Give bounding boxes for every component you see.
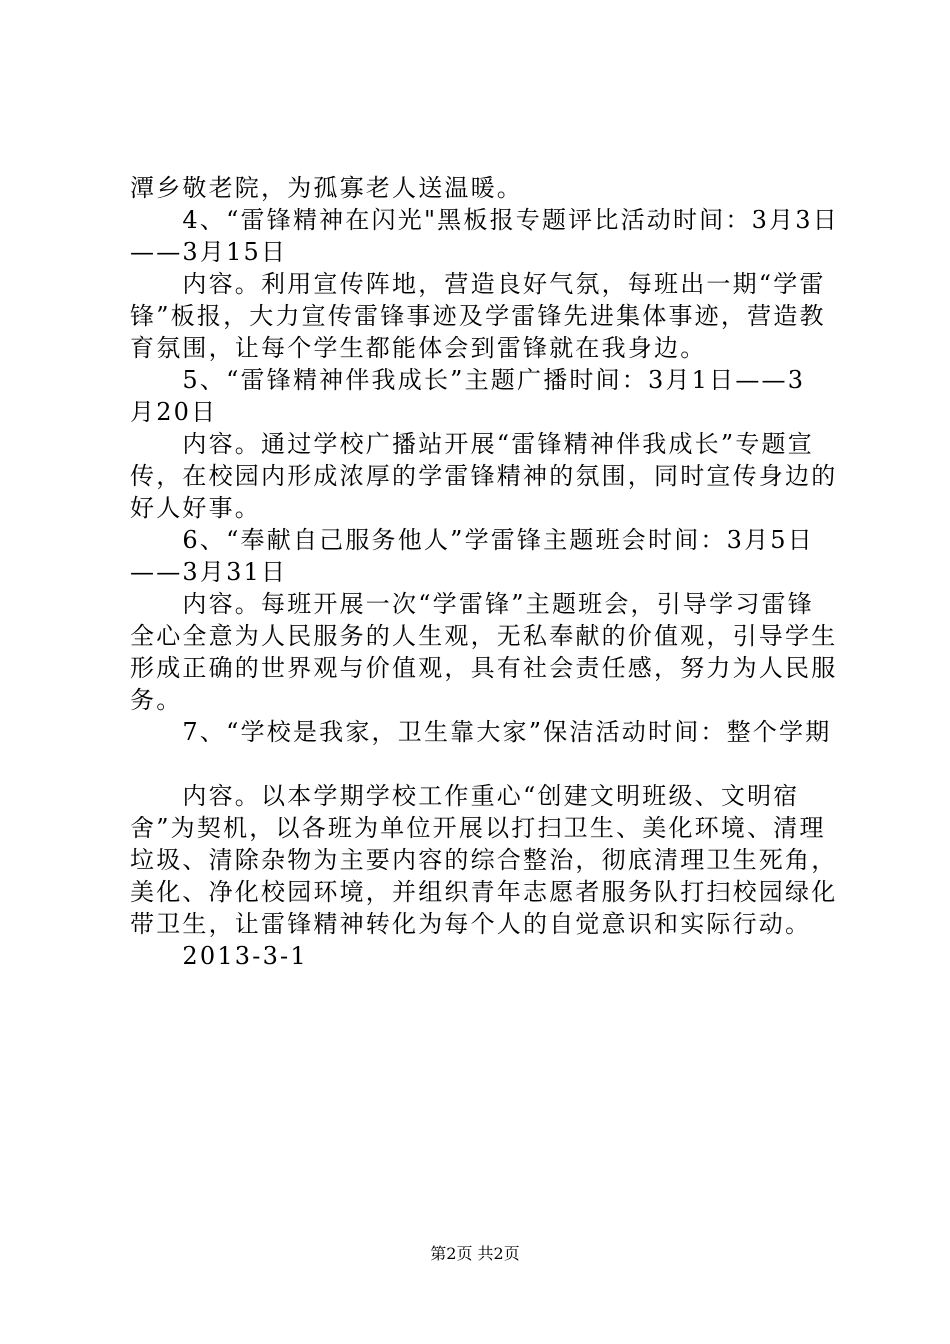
text-line: 月20日 <box>130 398 218 426</box>
text-line: 传，在校园内形成浓厚的学雷锋精神的氛围，同时宣传身边的 <box>130 462 838 490</box>
text-line: 务。 <box>130 686 183 714</box>
text-line: 6、“奉献自己服务他人”学雷锋主题班会时间：3月5日 <box>130 526 814 554</box>
text-line: 潭乡敬老院，为孤寡老人送温暖。 <box>130 174 523 202</box>
text-line: 形成正确的世界观与价值观，具有社会责任感，努力为人民服 <box>130 654 838 682</box>
text-line: 美化、净化校园环境，并组织青年志愿者服务队打扫校园绿化 <box>130 878 838 906</box>
text-line: 育氛围，让每个学生都能体会到雷锋就在我身边。 <box>130 334 707 362</box>
date-line: 2013-3-1 <box>130 942 308 970</box>
text-line: 全心全意为人民服务的人生观，无私奉献的价值观，引导学生 <box>130 622 838 650</box>
text-line: 舍”为契机，以各班为单位开展以打扫卫生、美化环境、清理 <box>130 814 826 842</box>
text-line: 4、“雷锋精神在闪光"黑板报专题评比活动时间：3月3日 <box>130 206 839 234</box>
text-line: 内容。以本学期学校工作重心“创建文明班级、文明宿 <box>130 782 800 810</box>
text-line: 内容。每班开展一次“学雷锋”主题班会，引导学习雷锋 <box>130 590 814 618</box>
text-line: 5、“雷锋精神伴我成长”主题广播时间：3月1日——3 <box>130 366 806 394</box>
text-line: 锋”板报，大力宣传雷锋事迹及学雷锋先进集体事迹，营造教 <box>130 302 826 330</box>
text-line: 内容。利用宣传阵地，营造良好气氛，每班出一期“学雷 <box>130 270 826 298</box>
text-line: 垃圾、清除杂物为主要内容的综合整治，彻底清理卫生死角， <box>130 846 838 874</box>
text-line: ——3月31日 <box>130 558 288 586</box>
text-line: 内容。通过学校广播站开展“雷锋精神伴我成长”专题宣 <box>130 430 814 458</box>
page-number-footer: 第2页 共2页 <box>430 1244 520 1263</box>
text-line: ——3月15日 <box>130 238 288 266</box>
text-line: 带卫生，让雷锋精神转化为每个人的自觉意识和实际行动。 <box>130 910 812 938</box>
text-line: 好人好事。 <box>130 494 261 522</box>
blank-line <box>130 748 832 780</box>
document-body <box>130 172 839 972</box>
text-line: 7、“学校是我家，卫生靠大家”保洁活动时间：整个学期 <box>130 718 832 746</box>
